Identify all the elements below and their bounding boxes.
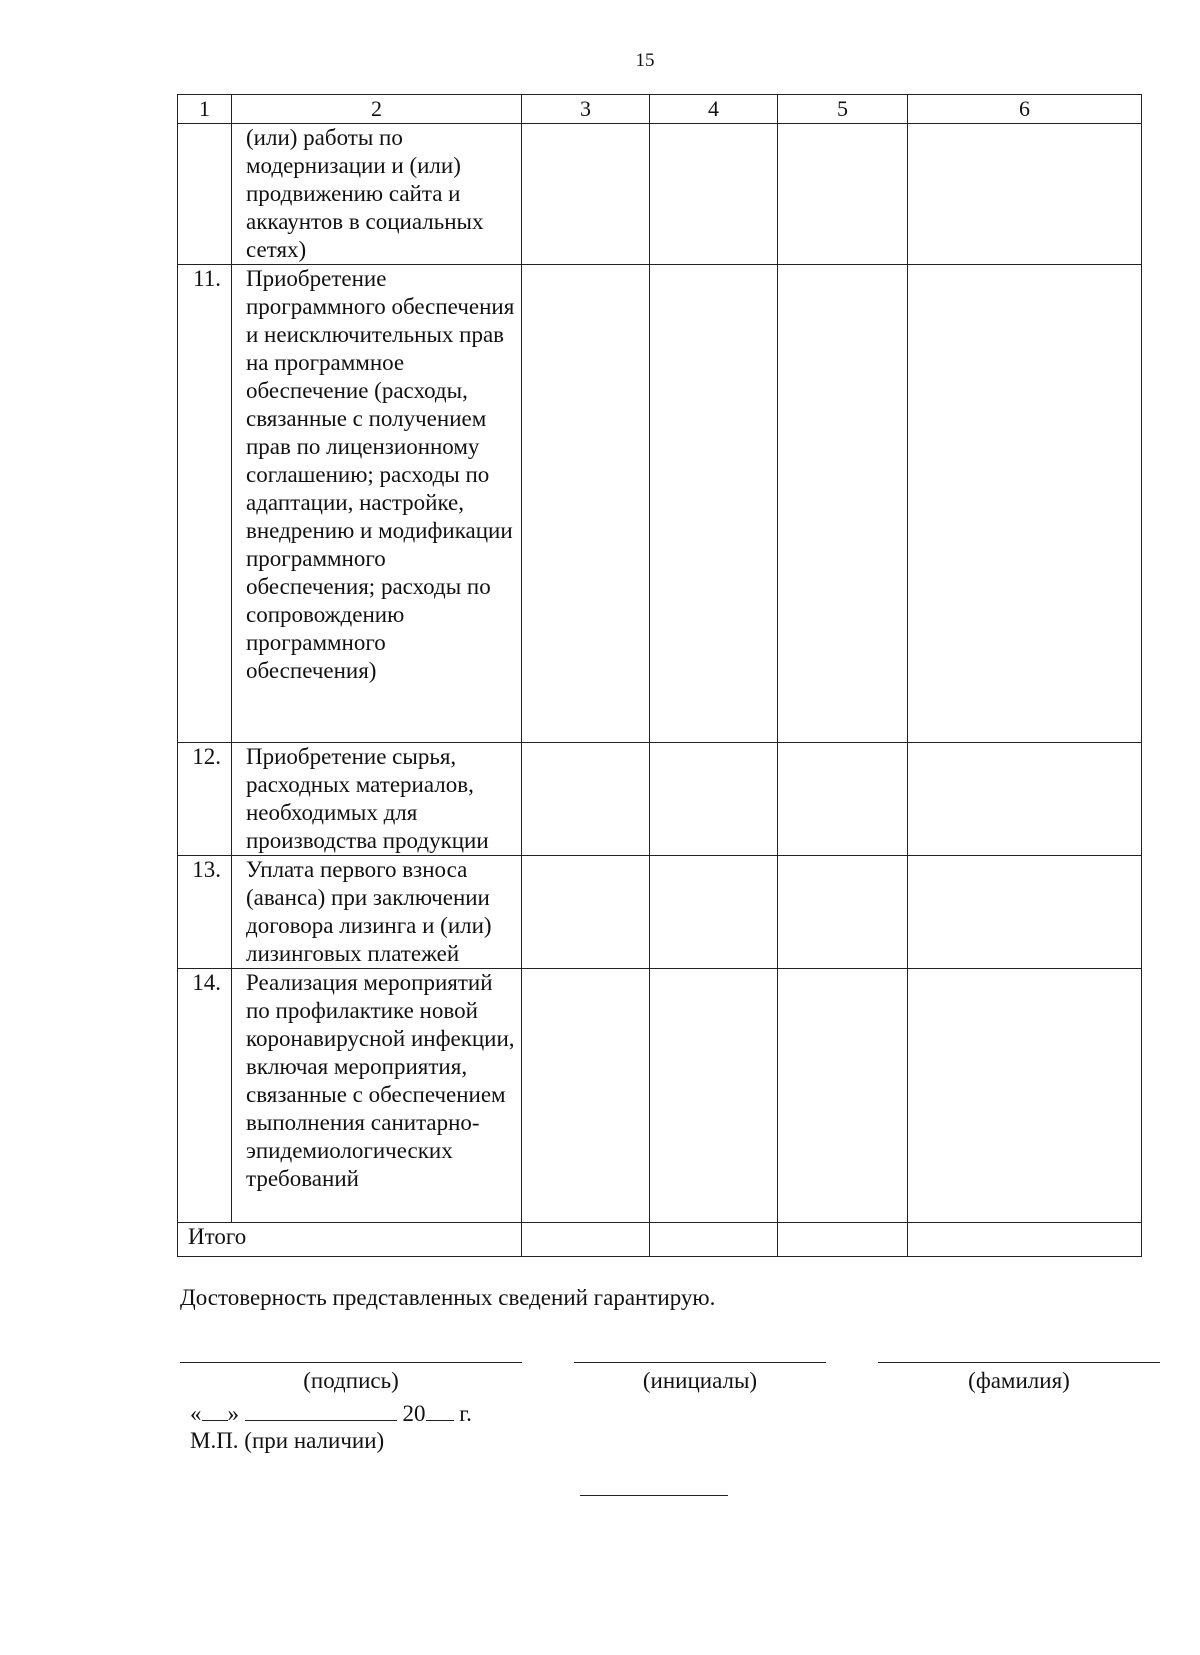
month-blank xyxy=(245,1400,397,1421)
empty-cell xyxy=(522,1223,650,1257)
empty-cell xyxy=(650,743,778,856)
empty-cell xyxy=(778,856,908,969)
end-divider xyxy=(580,1495,728,1496)
row-number: 11. xyxy=(178,265,232,743)
empty-cell xyxy=(908,856,1142,969)
signature-label: (подпись) xyxy=(303,1368,399,1393)
date-close-quote: » xyxy=(227,1401,239,1426)
row-description: Приобретение сырья, расходных материалов, необходимых для производства продукции xyxy=(232,743,522,856)
empty-cell xyxy=(908,265,1142,743)
table-row xyxy=(178,743,1142,856)
row-description: Уплата первого взноса (аванса) при заключении договора лизинга и (или) лизинговых платежей xyxy=(232,856,522,969)
empty-cell xyxy=(650,856,778,969)
row-number: 12. xyxy=(178,743,232,856)
row-description: (или) работы по модернизации и (или) продвижению сайта и аккаунтов в социальных сетях) xyxy=(232,124,522,265)
column-header: 5 xyxy=(778,95,908,124)
column-header: 4 xyxy=(650,95,778,124)
stamp-label: М.П. (при наличии) xyxy=(190,1428,385,1453)
empty-cell xyxy=(522,265,650,743)
initials-label: (инициалы) xyxy=(642,1368,758,1393)
empty-cell xyxy=(650,265,778,743)
table-row xyxy=(178,124,1142,265)
table-row xyxy=(178,969,1142,1223)
row-number: 13. xyxy=(178,856,232,969)
empty-cell xyxy=(778,969,908,1223)
date-line xyxy=(190,1400,472,1427)
expense-table xyxy=(177,94,1142,1257)
row-description: Реализация мероприятий по профилактике новой коронавирусной инфекции, включая мероприятия, связанные с обеспечением выполнения санитарно-эпидемиологических требований xyxy=(232,969,522,1223)
empty-cell xyxy=(908,969,1142,1223)
total-label: Итого xyxy=(178,1223,522,1257)
table-row xyxy=(178,265,1142,743)
row-number: 14. xyxy=(178,969,232,1223)
empty-cell xyxy=(778,743,908,856)
signature-line xyxy=(180,1362,522,1363)
table-row xyxy=(178,856,1142,969)
surname-line xyxy=(878,1362,1160,1363)
initials-line xyxy=(574,1362,826,1363)
empty-cell xyxy=(522,743,650,856)
empty-cell xyxy=(778,265,908,743)
year-blank xyxy=(426,1400,454,1421)
row-description: Приобретение программного обеспечения и неисключительных прав на программное обеспечение (расходы, связанные с получением прав по лицензионному соглашению; расходы по адаптации, настройке, внедрению и модификации программного обеспечения; расходы по сопровождению программного обеспечения) xyxy=(232,265,522,743)
column-header: 2 xyxy=(232,95,522,124)
empty-cell xyxy=(522,969,650,1223)
empty-cell xyxy=(650,1223,778,1257)
empty-cell xyxy=(650,124,778,265)
day-blank xyxy=(202,1400,228,1421)
surname-label: (фамилия) xyxy=(968,1368,1070,1393)
column-header: 3 xyxy=(522,95,650,124)
empty-cell xyxy=(908,1223,1142,1257)
table-header-row xyxy=(178,95,1142,124)
empty-cell xyxy=(522,856,650,969)
year-suffix: г. xyxy=(459,1401,472,1426)
guarantee-statement: Достоверность представленных сведений гарантирую. xyxy=(180,1285,716,1310)
page-number: 15 xyxy=(635,50,655,71)
column-header: 6 xyxy=(908,95,1142,124)
empty-cell xyxy=(522,124,650,265)
year-prefix: 20 xyxy=(402,1401,426,1426)
row-number xyxy=(178,124,232,265)
empty-cell xyxy=(778,124,908,265)
table-total-row xyxy=(178,1223,1142,1257)
date-open-quote: « xyxy=(190,1401,202,1426)
column-header: 1 xyxy=(178,95,232,124)
empty-cell xyxy=(908,124,1142,265)
empty-cell xyxy=(650,969,778,1223)
empty-cell xyxy=(908,743,1142,856)
empty-cell xyxy=(778,1223,908,1257)
